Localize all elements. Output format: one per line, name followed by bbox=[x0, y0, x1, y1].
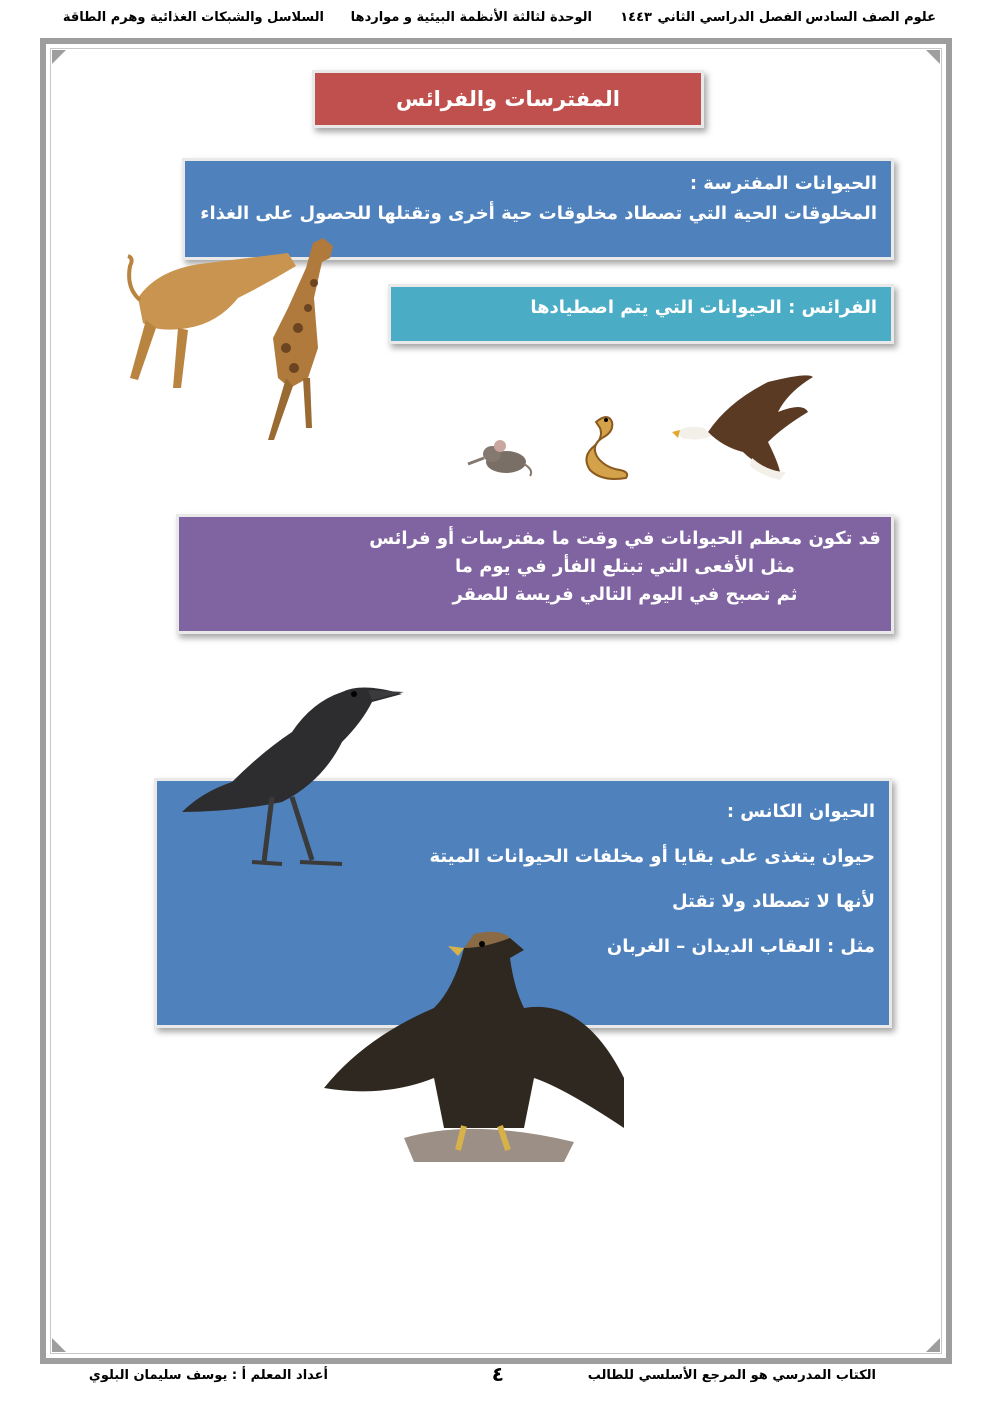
corner-ornament bbox=[52, 1338, 66, 1352]
page-number: ٤ bbox=[491, 1362, 504, 1386]
predators-heading: الحيوانات المفترسة : bbox=[689, 173, 877, 194]
prey-box bbox=[388, 284, 894, 344]
mix-line-2: مثل الأفعى التي تبتلع الفأر في يوم ما bbox=[455, 556, 795, 577]
eagle-flying-image bbox=[668, 372, 818, 488]
predator-prey-box bbox=[176, 514, 894, 634]
scavenger-reason: لأنها لا تصطاد ولا تقتل bbox=[671, 891, 875, 912]
lion-giraffe-image bbox=[118, 228, 358, 443]
mix-line-3: ثم تصبح في اليوم التالي فريسة للصقر bbox=[452, 584, 798, 605]
header-year: ١٤٤٣ bbox=[620, 10, 652, 25]
footer-teacher: أعداد المعلم أ : يوسف سليمان البلوي bbox=[88, 1368, 328, 1383]
header-semester: الفصل الدراسي الثاني bbox=[657, 10, 802, 25]
lesson-title: المفترسات والفرائس bbox=[312, 70, 704, 128]
crow-image bbox=[172, 672, 406, 878]
page-header bbox=[0, 10, 992, 32]
header-lesson: السلاسل والشبكات الغذائية وهرم الطاقة bbox=[62, 10, 324, 25]
eagle-perched-image bbox=[324, 928, 626, 1162]
mix-line-1: قد تكون معظم الحيوانات في وقت ما مفترسات أو فرائس bbox=[369, 528, 881, 549]
page-footer bbox=[0, 1362, 992, 1390]
snake-image bbox=[582, 412, 632, 482]
corner-ornament bbox=[52, 50, 66, 64]
scavenger-heading: الحيوان الكانس : bbox=[726, 801, 875, 822]
footer-note: الكتاب المدرسي هو المرجع الأسلسي للطالب bbox=[587, 1368, 876, 1383]
prey-definition: الفرائس : الحيوانات التي يتم اصطيادها bbox=[530, 297, 877, 318]
header-subject: علوم الصف السادس bbox=[805, 10, 936, 25]
header-unit: الوحدة لثالثة الأنظمة البيئية و مواردها bbox=[350, 10, 592, 25]
mouse-image bbox=[464, 436, 536, 478]
predators-definition: المخلوقات الحية التي تصطاد مخلوقات حية أخرى وتقتلها للحصول على الغذاء bbox=[200, 203, 877, 224]
scavenger-definition: حيوان يتغذى على بقايا أو مخلفات الحيوانات الميتة bbox=[429, 846, 875, 867]
corner-ornament bbox=[926, 50, 940, 64]
corner-ornament bbox=[926, 1338, 940, 1352]
lion bbox=[128, 253, 296, 388]
scavenger-examples: مثل : العقاب الديدان – الغربان bbox=[606, 936, 875, 957]
